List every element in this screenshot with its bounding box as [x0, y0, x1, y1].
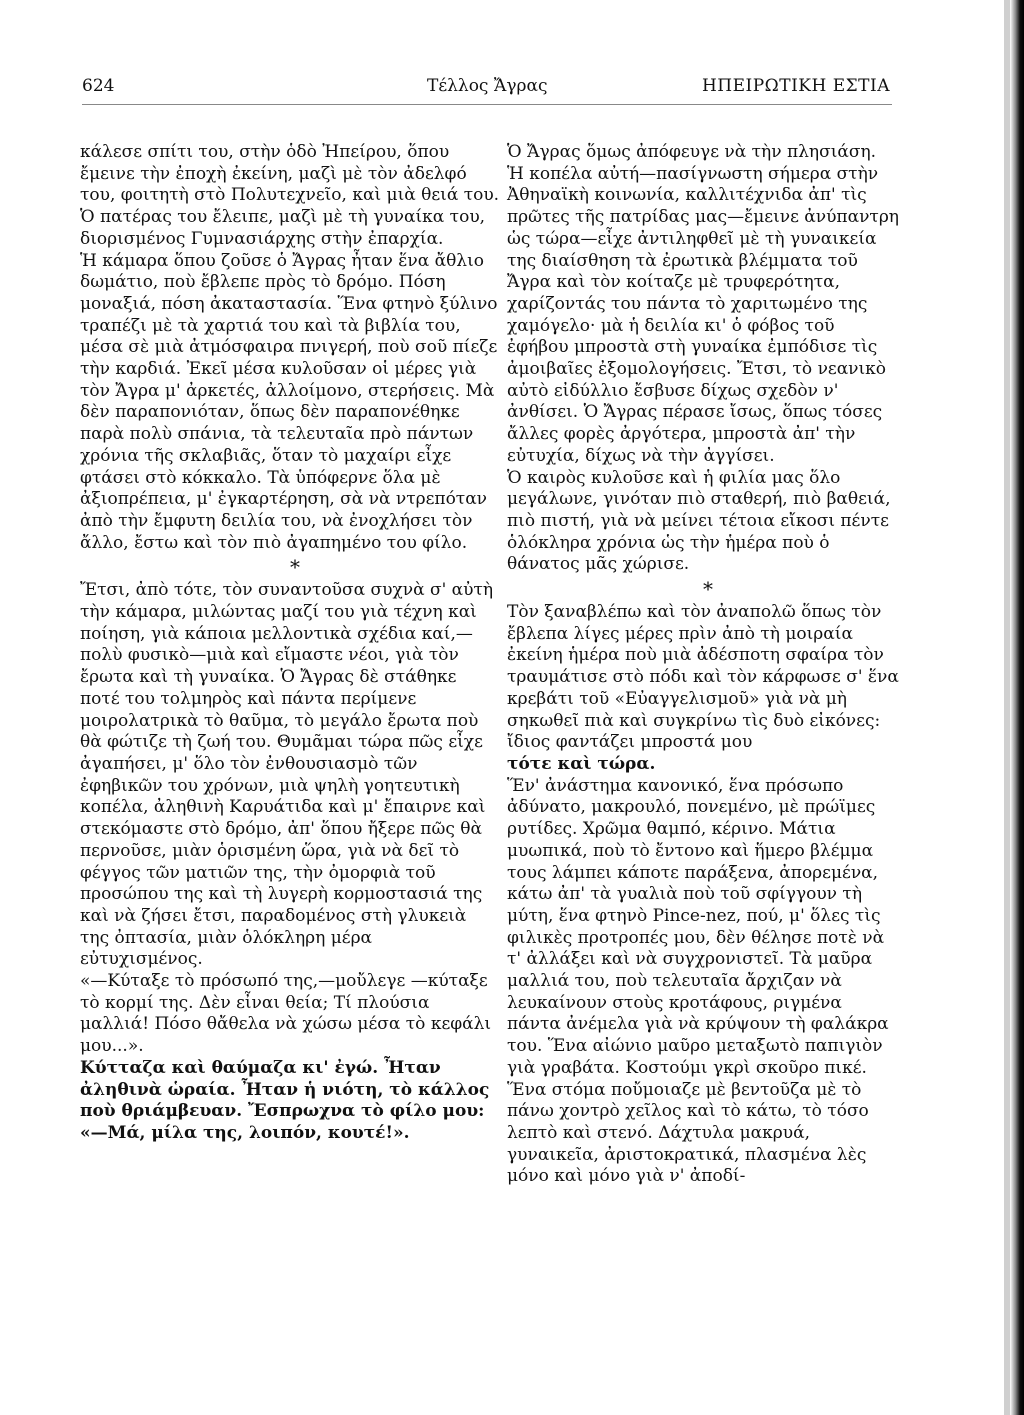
left-column	[80, 142, 500, 1145]
page-header	[82, 76, 890, 106]
paragraph: Ἕν' ἀνάστημα κανονικό, ἕνα πρόσωπο ἀδύνατο, μακρουλό, πονεμένο, μὲ πρώϊμες ρυτίδες. Χρῶμα θαμπό, κέρινο. Μάτια μυωπικά, ποὺ τὸ ἔντονο καὶ ἥμερο βλέμμα τους λάμπει κάποτε παράξενα, ἀπορεμένα, κάτω ἀπ' τὰ γυαλιὰ ποὺ τοῦ σφίγγουν τὴ μύτη, ἕνα φτηνὸ Pince-nez, πού, μ' ὅλες τὶς φιλικὲς προτροπές μου, δὲν θέλησε ποτὲ νὰ τ' ἀλλάξει καὶ νὰ συγχρονιστεῖ. Τὰ μαῦρα μαλλιά του, ποὺ τελευταῖα ἄρχιζαν νὰ λευκαίνουν στοὺς κροτάφους, ριγμένα πάντα ἀνέμελα γιὰ νὰ κρύψουν τὴ φαλάκρα του. Ἕνα αἰώνιο μαῦρο μεταξωτὸ παπιγιὸν γιὰ γραβάτα. Κοστούμι γκρὶ σκοῦρο πικέ. Ἕνα στόμα ποὔμοιαζε μὲ βεντοῦζα μὲ τὸ πάνω χοντρὸ χεῖλος καὶ τὸ κάτω, τὸ τόσο λεπτὸ καὶ στενό. Δάχτυλα μακρυά, γυναικεῖα, ἀριστοκρατικά, πλασμένα λὲς μόνο καὶ μόνο γιὰ ν' ἀποδί-	[507, 775, 889, 1187]
paragraph: Ὁ Ἄγρας ὅμως ἀπόφευγε νὰ τὴν πλησιάση.	[507, 142, 877, 162]
paragraph: Ἡ κάμαρα ὅπου ζοῦσε ὁ Ἄγρας ἦταν ἕνα ἄθλιο δωμάτιο, ποὺ ἔβλεπε πρὸς τὸ δρόμο. Πόση μοναξιά, πόση ἀκαταστασία. Ἕνα φτηνὸ ξύλινο τραπέζι μὲ τὰ χαρτιά του καὶ τὰ βιβλία του, μέσα σὲ μιὰ ἀτμόσφαιρα πνιγερή, ποὺ σοῦ πίεζε τὴν καρδιά. Ἐκεῖ μέσα κυλοῦσαν οἱ μέρες γιὰ τὸν Ἄγρα μ' ἀρκετές, ἀλλοίμονο, στερήσεις. Μὰ δὲν παραπονιόταν, ὅπως δὲν παραπονέθηκε παρὰ πολὺ σπάνια, τὰ τελευταῖα πρὸ πάντων χρόνια τῆς σκλαβιᾶς, ὅταν τὸ μαχαίρι εἶχε φτάσει στὸ κόκκαλο. Τὰ ὑπόφερνε ὅλα μὲ ἀξιοπρέπεια, μ' ἐγκαρτέρηση, σὰ νὰ ντρεπόταν ἀπὸ τὴν ἔμφυτη δειλία του, νὰ ἐνοχλήσει τὸν ἄλλο, ἔστω καὶ τὸν πιὸ ἀγαπημένο του φίλο.	[80, 250, 498, 553]
right-column	[507, 142, 899, 1188]
paragraph: τότε καὶ τώρα.	[507, 753, 656, 774]
section-divider: *	[703, 577, 713, 602]
paragraph: Ἡ κοπέλα αὐτή—πασίγνωστη σήμερα στὴν Ἀθηναϊκὴ κοινωνία, καλλιτέχνιδα ἀπ' τὶς πρῶτες τῆς πατρίδας μας—ἔμεινε ἀνύπαντρη ὡς τώρα—εἶχε ἀντιληφθεῖ μὲ τὴ γυναικεία της διαίσθηση τὰ ἐρωτικὰ βλέμματα τοῦ Ἄγρα καὶ τὸν κοίταζε μὲ τρυφερότητα, χαρίζοντάς του πάντα τὸ χαριτωμένο της χαμόγελο· μὰ ἡ δειλία κι' ὁ φόβος τοῦ ἐφήβου μπροστὰ στὴ γυναίκα ἐμπόδισε τὶς ἀμοιβαῖες ἐξομολογήσεις. Ἔτσι, τὸ νεανικὸ αὐτὸ εἰδύλλιο ἔσβυσε δίχως σχεδὸν ν' ἀνθίσει. Ὁ Ἄγρας πέρασε ἴσως, ὅπως τόσες ἄλλες φορὲς ἀργότερα, μπροστὰ ἀπ' τὴν εὐτυχία, δίχως νὰ τὴν ἀγγίσει.	[507, 163, 899, 466]
paragraph: Κύτταζα καὶ θαύμαζα κι' ἐγώ. Ἦταν ἀληθινὰ ὡραία. Ἦταν ἡ νιότη, τὸ κάλλος ποὺ θριάμβευαν. Ἔσπρωχνα τὸ φίλο μου:	[80, 1057, 490, 1122]
paragraph: κάλεσε σπίτι του, στὴν ὁδὸ Ἠπείρου, ὅπου ἔμεινε τὴν ἐποχὴ ἐκείνη, μαζὶ μὲ τὸν ἀδελφό του, φοιτητὴ στὸ Πολυτεχνεῖο, καὶ μιὰ θειά του. Ὁ πατέρας του ἔλειπε, μαζὶ μὲ τὴ γυναίκα του, διορισμένος Γυμνασιάρχης στὴν ἐπαρχία.	[80, 142, 500, 249]
running-title: Τέλλος Ἄγρας	[427, 76, 548, 96]
paragraph: Τὸν ξαναβλέπω καὶ τὸν ἀναπολῶ ὅπως τὸν ἔβλεπα λίγες μέρες πρὶν ἀπὸ τὴ μοιραία ἐκείνη ἡμέρα ποὺ μιὰ ἀδέσποτη σφαίρα τὸν τραυμάτισε στὸ πόδι καὶ τὸν κάρφωσε σ' ἕνα κρεβάτι τοῦ «Εὐαγγελισμοῦ» γιὰ νὰ μὴ σηκωθεῖ πιὰ καὶ συγκρίνω τὶς δυὸ εἰκόνες: ἴδιος φαντάζει μπροστά μου	[507, 602, 899, 753]
header-rule	[82, 104, 892, 105]
section-divider: *	[290, 555, 300, 580]
journal-name: ΗΠΕΙΡΩΤΙΚΗ ΕΣΤΙΑ	[701, 76, 890, 96]
scan-edge	[1010, 0, 1024, 1415]
paragraph: «—Μά, μίλα της, λοιπόν, κουτέ!».	[80, 1122, 410, 1143]
paragraph: «—Κύταξε τὸ πρόσωπό της,—μοὔλεγε —κύταξε τὸ κορμί της. Δὲν εἶναι θεία; Τί πλούσια μαλλιά! Πόσο θἄθελα νὰ χώσω μέσα τὸ κεφάλι μου...».	[80, 971, 492, 1057]
paragraph: Ὁ καιρὸς κυλοῦσε καὶ ἡ φιλία μας ὅλο μεγάλωνε, γινόταν πιὸ σταθερή, πιὸ βαθειά, πιὸ πιστή, γιὰ νὰ μείνει τέτοια εἴκοσι πέντε ὁλόκληρα χρόνια ὡς τὴν ἡμέρα ποὺ ὁ θάνατος μᾶς χώρισε.	[507, 467, 891, 575]
page-number: 624	[82, 76, 115, 96]
paragraph: Ἔτσι, ἀπὸ τότε, τὸν συναντοῦσα συχνὰ σ' αὐτὴ τὴν κάμαρα, μιλώντας μαζί του γιὰ τέχνη καὶ ποίηση, γιὰ κάποια μελλοντικὰ σχέδια καί,—πολὺ φυσικὸ—μιὰ καὶ εἴμαστε νέοι, γιὰ τὸν ἔρωτα καὶ τὴ γυναίκα. Ὁ Ἄγρας δὲ στάθηκε ποτέ του τολμηρὸς καὶ πάντα περίμενε μοιρολατρικὰ τὸ θαῦμα, τὸ μεγάλο ἔρωτα ποὺ θὰ φώτιζε τὴ ζωή του. Θυμᾶμαι τώρα πῶς εἶχε ἀγαπήσει, μ' ὅλο τὸν ἐνθουσιασμὸ τῶν ἐφηβικῶν του χρόνων, μιὰ ψηλὴ γοητευτικὴ κοπέλα, ἀληθινὴ Καρυάτιδα καὶ μ' ἔπαιρνε καὶ στεκόμαστε στὸ δρόμο, ἀπ' ὅπου ἤξερε πῶς θὰ περνοῦσε, μιὰν ὁρισμένη ὥρα, γιὰ νὰ δεῖ τὸ φέγγος τῶν ματιῶν της, τὴν ὀμορφιὰ τοῦ προσώπου της καὶ τὴ λυγερὴ κορμοστασιά της καὶ νὰ ζήσει ἔτσι, παραδομένος στὴ γλυκειὰ της ὀπτασία, μιὰν ὁλόκληρη μέρα εὐτυχισμένος.	[80, 580, 494, 970]
